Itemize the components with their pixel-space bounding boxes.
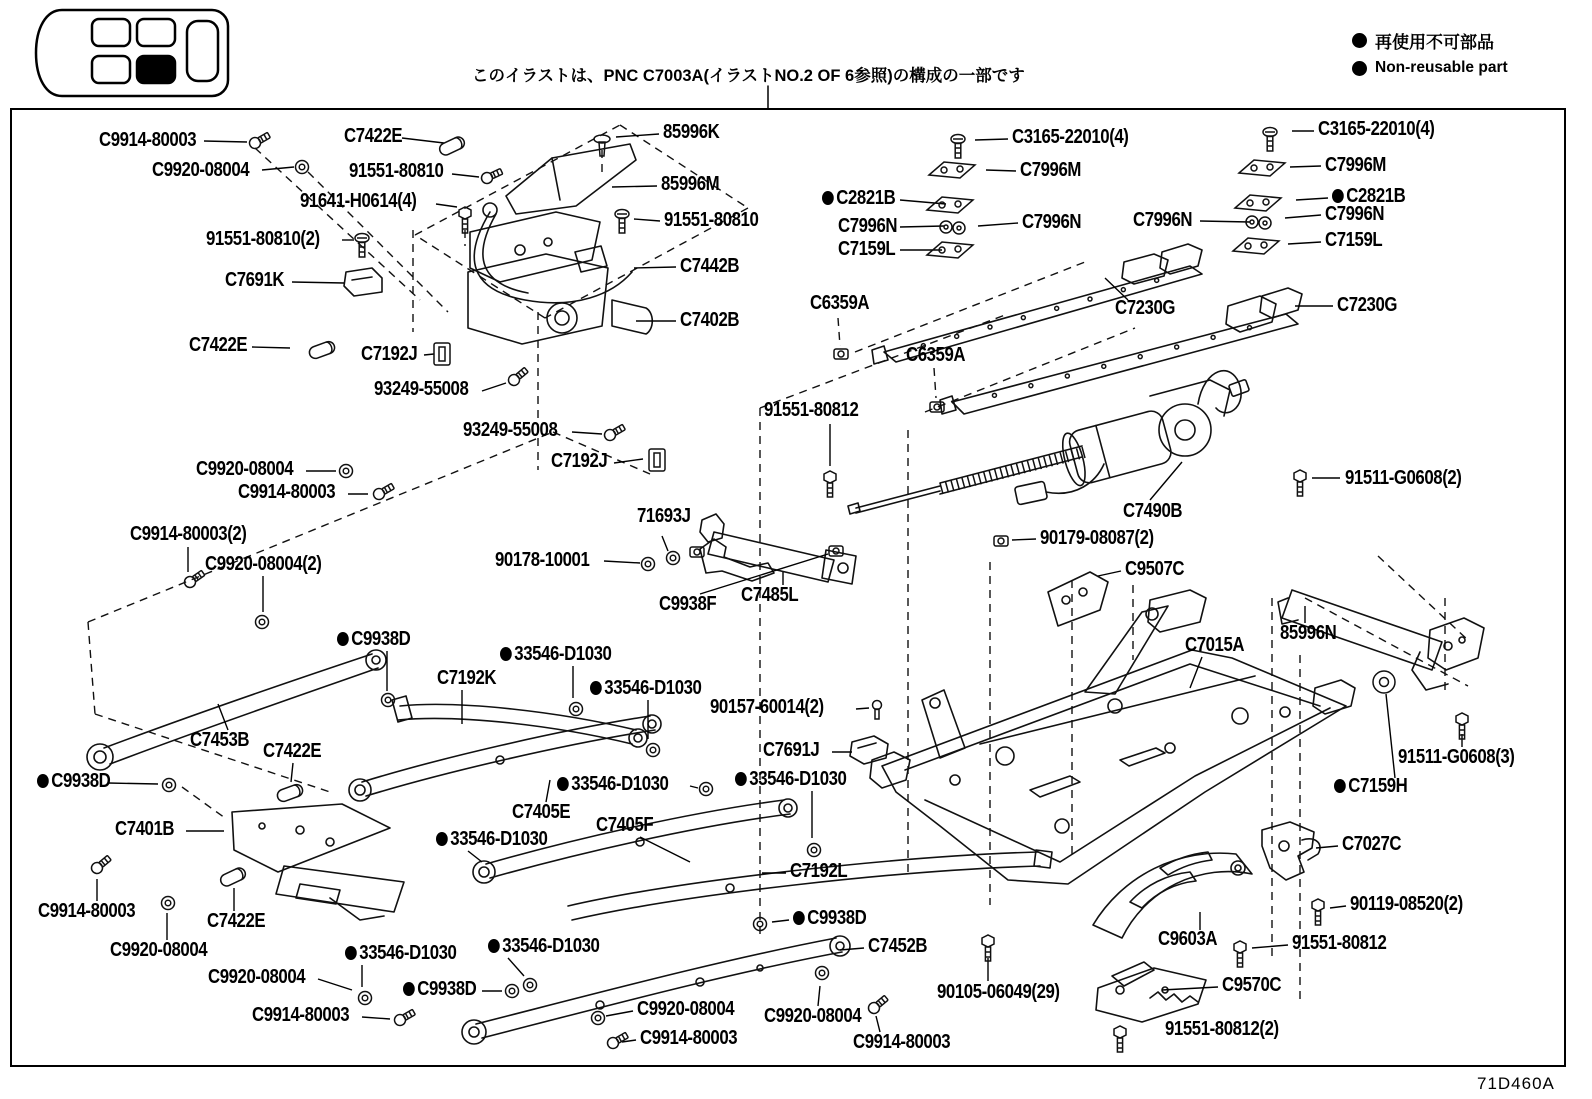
part-number-text: C9920-08004 <box>637 998 735 1020</box>
part-number-text: C6359A <box>810 292 870 314</box>
part-label <box>1123 501 1182 521</box>
part-label <box>1133 210 1192 230</box>
part-label <box>906 345 965 365</box>
part-number-text: C9938D <box>807 907 867 929</box>
part-number-text: C9914-80003(2) <box>130 523 247 545</box>
part-number-text: 91551-80812(2) <box>1165 1018 1279 1040</box>
part-label <box>208 967 305 987</box>
non-reusable-dot-icon <box>735 772 747 786</box>
part-number-text: C7490B <box>1123 500 1183 522</box>
part-label <box>1125 559 1184 579</box>
part-number-text: C7027C <box>1342 833 1402 855</box>
part-number-text: C9938D <box>351 628 411 650</box>
part-label <box>207 911 265 931</box>
part-number-text: 90179-08087(2) <box>1040 527 1154 549</box>
part-number-text: 91551-80810 <box>349 160 444 182</box>
part-label <box>868 936 927 956</box>
part-number-text: C9920-08004 <box>110 939 208 961</box>
part-label <box>1115 298 1175 318</box>
part-label <box>741 585 798 605</box>
part-number-text: C9603A <box>1158 928 1218 950</box>
part-label <box>206 229 320 249</box>
part-label <box>1280 623 1336 643</box>
legend-en-text: Non-reusable part <box>1375 59 1508 76</box>
part-number-text: C7485L <box>741 584 799 606</box>
non-reusable-dot-icon <box>1332 189 1344 203</box>
non-reusable-dot-icon <box>403 982 415 996</box>
part-label <box>190 730 249 750</box>
part-number-text: C7691K <box>225 269 285 291</box>
part-number-text: C7422E <box>344 125 403 147</box>
part-label <box>374 379 468 399</box>
part-label <box>110 940 207 960</box>
part-number-text: C6359A <box>906 344 966 366</box>
non-reusable-dot-icon <box>590 681 602 695</box>
part-label <box>1165 1019 1279 1039</box>
part-number-text: C7691J <box>763 739 820 761</box>
part-number-text: 71693J <box>637 505 691 527</box>
part-label <box>1292 933 1386 953</box>
part-number-text: C3165-22010(4) <box>1012 126 1129 148</box>
part-label <box>225 270 284 290</box>
part-label <box>637 999 734 1019</box>
part-label <box>1158 929 1217 949</box>
part-number-text: 33546-D1030 <box>502 935 600 957</box>
part-number-text: C7230G <box>1337 294 1398 316</box>
part-label <box>37 771 110 791</box>
part-number-text: C7422E <box>263 740 322 762</box>
part-number-text: C9914-80003 <box>252 1004 350 1026</box>
part-number-text: C9914-80003 <box>99 129 197 151</box>
part-label <box>463 420 557 440</box>
part-label <box>640 1028 737 1048</box>
part-number-text: 33546-D1030 <box>571 773 669 795</box>
part-label <box>1012 127 1128 147</box>
non-reusable-dot-icon <box>436 832 448 846</box>
part-number-text: C7996N <box>838 215 898 237</box>
part-number-text: 91551-80810 <box>664 209 759 231</box>
part-number-text: C9570C <box>1222 974 1282 996</box>
part-number-text: C7402B <box>680 309 740 331</box>
part-number-text: C7996N <box>1325 203 1385 225</box>
part-number-text: 91641-H0614(4) <box>300 190 417 212</box>
part-label <box>735 769 846 789</box>
part-label <box>337 629 410 649</box>
part-label <box>152 160 249 180</box>
part-number-text: 91551-80812 <box>1292 932 1387 954</box>
part-number-text: C7192L <box>790 860 848 882</box>
part-label <box>1350 894 1463 914</box>
part-number-text: C7230G <box>1115 297 1176 319</box>
part-number-text: C2821B <box>1346 185 1406 207</box>
part-number-text: C7405E <box>512 801 571 823</box>
part-number-text: C7442B <box>680 255 740 277</box>
part-label <box>838 239 895 259</box>
part-number-text: C7192J <box>361 343 418 365</box>
part-number-text: C7401B <box>115 818 175 840</box>
part-number-text: C9914-80003 <box>38 900 136 922</box>
part-label <box>1342 834 1401 854</box>
part-number-text: C7192K <box>437 667 497 689</box>
part-label <box>1325 230 1382 250</box>
part-label <box>1334 776 1407 796</box>
part-number-text: C7422E <box>189 334 248 356</box>
part-number-text: 33546-D1030 <box>450 828 548 850</box>
part-number-text: C7422E <box>207 910 266 932</box>
part-number-text: C9938F <box>659 593 717 615</box>
part-number-text: C7996M <box>1020 159 1081 181</box>
part-number-text: C7996N <box>1022 211 1082 233</box>
part-number-text: 91551-80812 <box>764 399 859 421</box>
part-label <box>793 908 866 928</box>
legend-jp-text: 再使用不可部品 <box>1375 33 1494 52</box>
non-reusable-dot-icon <box>337 632 349 646</box>
part-label <box>764 400 858 420</box>
part-number-text: 85996K <box>663 121 720 143</box>
part-number-text: C7015A <box>1185 634 1245 656</box>
part-label <box>1337 295 1397 315</box>
part-label <box>263 741 321 761</box>
part-label <box>436 829 547 849</box>
part-label <box>680 256 739 276</box>
part-label <box>822 188 895 208</box>
part-number-text: C7192J <box>551 450 608 472</box>
part-label <box>1020 160 1081 180</box>
part-label <box>590 678 701 698</box>
part-number-text: 91511-G0608(2) <box>1345 467 1462 489</box>
part-label <box>1398 747 1514 767</box>
part-label <box>596 815 653 835</box>
part-label <box>1022 212 1081 232</box>
part-number-text: C9938D <box>417 978 477 1000</box>
part-label <box>937 982 1060 1002</box>
part-label <box>1345 468 1461 488</box>
part-label <box>1318 119 1434 139</box>
part-number-text: 90178-10001 <box>495 549 590 571</box>
part-label <box>196 459 293 479</box>
part-label <box>130 524 246 544</box>
part-number-text: C9914-80003 <box>238 481 336 503</box>
part-number-text: C7453B <box>190 729 250 751</box>
part-label <box>664 210 758 230</box>
part-label <box>1040 528 1154 548</box>
part-number-text: C2821B <box>836 187 896 209</box>
part-label <box>300 191 416 211</box>
non-reusable-dot-icon <box>1334 779 1346 793</box>
part-number-text: C9920-08004 <box>764 1005 862 1027</box>
part-number-text: C9938D <box>51 770 111 792</box>
part-label <box>764 1006 861 1026</box>
part-number-text: C9914-80003 <box>853 1031 951 1053</box>
part-number-text: 91551-80810(2) <box>206 228 320 250</box>
part-number-text: 93249-55008 <box>463 419 558 441</box>
non-reusable-dot-icon <box>500 647 512 661</box>
part-number-text: C7452B <box>868 935 928 957</box>
part-number-text: C7159H <box>1348 775 1408 797</box>
part-number-text: 90105-06049(29) <box>937 981 1060 1003</box>
part-label <box>853 1032 950 1052</box>
part-number-text: C7996M <box>1325 154 1386 176</box>
part-label <box>500 644 611 664</box>
part-label <box>810 293 869 313</box>
non-reusable-dot-icon <box>345 946 357 960</box>
part-label <box>403 979 476 999</box>
part-label <box>661 174 719 194</box>
part-number-text: 33546-D1030 <box>749 768 847 790</box>
part-label <box>344 126 402 146</box>
part-label <box>345 943 456 963</box>
non-reusable-dot-icon <box>37 774 49 788</box>
part-label <box>680 310 739 330</box>
part-label <box>763 740 819 760</box>
part-number-text: C9507C <box>1125 558 1185 580</box>
part-number-text: 33546-D1030 <box>604 677 702 699</box>
part-label <box>437 668 496 688</box>
part-number-text: 33546-D1030 <box>359 942 457 964</box>
part-number-text: 91511-G0608(3) <box>1398 746 1515 768</box>
part-number-text: 85996M <box>661 173 720 195</box>
part-label <box>551 451 607 471</box>
part-number-text: 90119-08520(2) <box>1350 893 1463 915</box>
part-label <box>189 335 247 355</box>
part-label <box>238 482 335 502</box>
part-number-text: C9920-08004(2) <box>205 553 322 575</box>
part-number-text: C7159L <box>1325 229 1383 251</box>
part-label <box>488 936 599 956</box>
part-label <box>495 550 589 570</box>
non-reusable-dot-icon <box>557 777 569 791</box>
part-label <box>663 122 719 142</box>
part-label <box>557 774 668 794</box>
part-number-text: 33546-D1030 <box>514 643 612 665</box>
part-label <box>349 161 443 181</box>
part-number-text: C9920-08004 <box>152 159 250 181</box>
part-number-text: 85996N <box>1280 622 1337 644</box>
part-label <box>1222 975 1281 995</box>
part-number-text: 90157-60014(2) <box>710 696 824 718</box>
part-label <box>252 1005 349 1025</box>
part-label <box>115 819 174 839</box>
part-number-text: C9920-08004 <box>196 458 294 480</box>
part-label <box>1325 155 1386 175</box>
diagram-code: 71D460A <box>1477 1074 1555 1093</box>
part-label <box>710 697 824 717</box>
page-title: このイラストは、PNC C7003A(イラストNO.2 OF 6参照)の構成の一部です <box>472 67 1025 85</box>
part-number-text: C7405F <box>596 814 654 836</box>
part-label <box>99 130 196 150</box>
part-label <box>637 506 691 526</box>
part-label <box>790 861 847 881</box>
part-label <box>838 216 897 236</box>
part-number-text: C9920-08004 <box>208 966 306 988</box>
part-number-text: C7996N <box>1133 209 1193 231</box>
part-label <box>205 554 321 574</box>
part-label <box>361 344 417 364</box>
part-label <box>38 901 135 921</box>
part-label <box>659 594 716 614</box>
non-reusable-dot-icon <box>488 939 500 953</box>
non-reusable-dot-icon <box>793 911 805 925</box>
part-label <box>1325 204 1384 224</box>
non-reusable-dot-icon <box>822 191 834 205</box>
part-number-text: C7159L <box>838 238 896 260</box>
part-label <box>512 802 570 822</box>
part-number-text: 93249-55008 <box>374 378 469 400</box>
part-number-text: C3165-22010(4) <box>1318 118 1435 140</box>
part-label <box>1185 635 1244 655</box>
part-number-text: C9914-80003 <box>640 1027 738 1049</box>
